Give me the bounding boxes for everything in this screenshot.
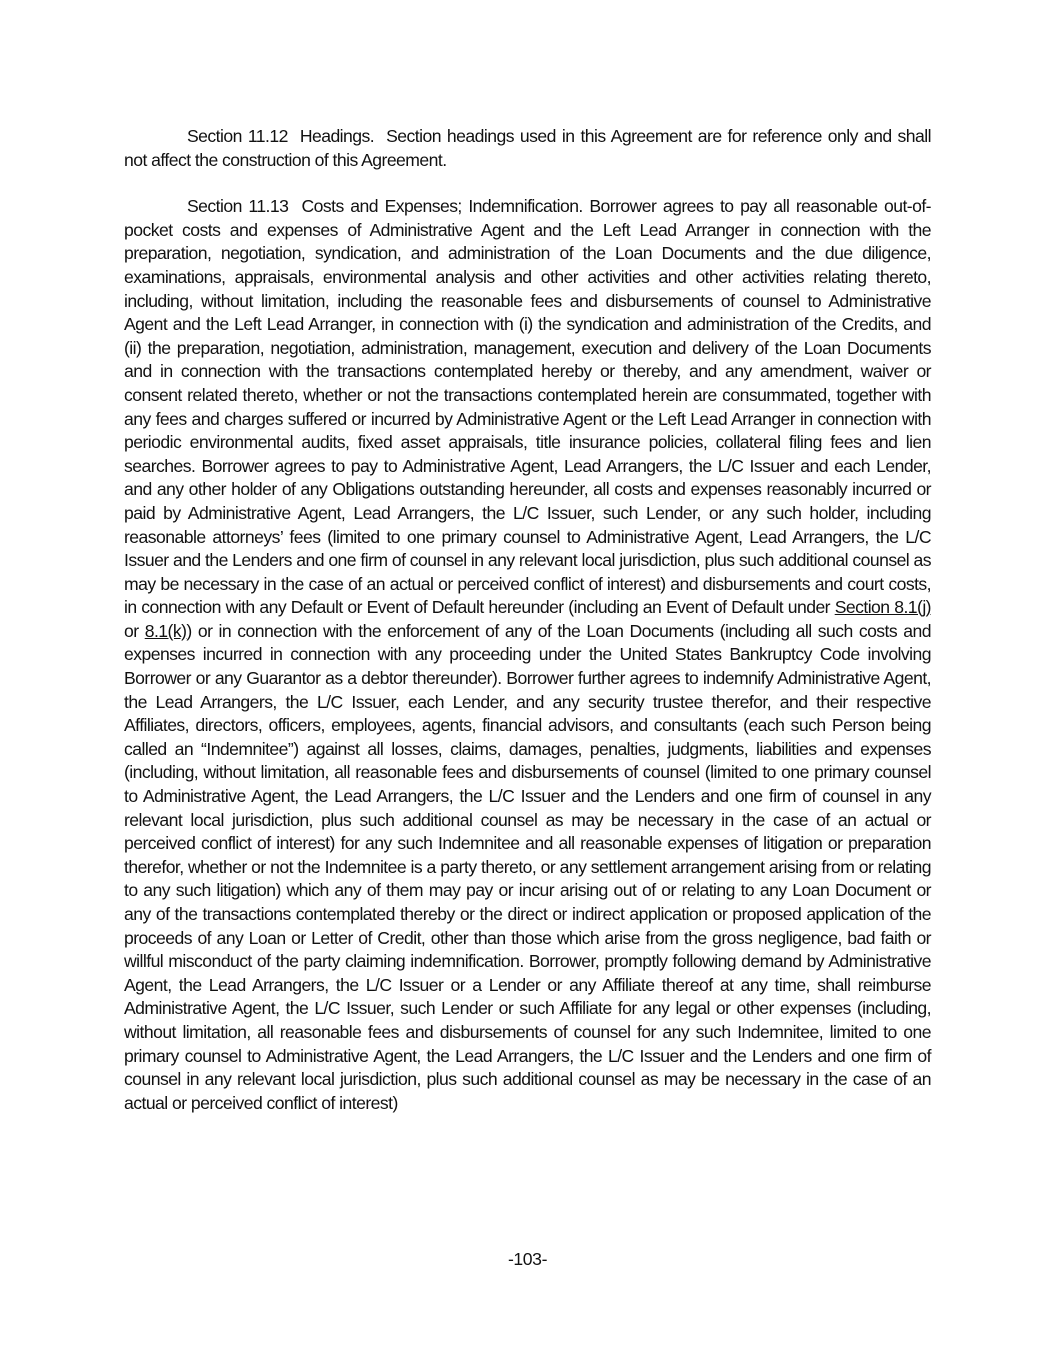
section-11-12-number: Section 11.12 [187, 126, 288, 146]
section-11-12-body: Section headings used in this Agreement are for reference only and shall not affect the construction of this Agreement. [124, 126, 931, 170]
document-page [124, 125, 931, 1115]
section-8-1-j-reference: Section 8.1(j) [834, 597, 931, 618]
section-11-13-body-part2: ) or in connection with the enforcement of any of the Loan Documents (including all such costs and expenses incurred in connection with any proceeding under the United States Bankruptcy Code involving Borrower or any Guarantor as a debtor thereunder). Borrower further agrees to indemnify Administrative Agent, the Lead Arrangers, the L/C Issuer, each Lender, and any security trustee therefor, and their respective Affiliates, directors, officers, employees, agents, financial advisors, and consultants (each such Person being called an “Indemnitee”) against all losses, claims, damages, penalties, judgments, liabilities and expenses (including, without limitation, all reasonable fees and disbursements of counsel (limited to one primary counsel to Administrative Agent, the Lead Arrangers, the L/C Issuer and the Lenders and one firm of counsel in any relevant local jurisdiction, plus such additional counsel as may be necessary in the case of an actual or perceived conflict of interest) for any such Indemnitee and all reasonable expenses of litigation or preparation therefor, whether or not the Indemnitee is a party thereto, or any settlement arrangement arising from or relating to any such litigation) which any of them may pay or incur arising out of or relating to any Loan Document or any of the transactions contemplated thereby or the direct or indirect application or proposed application of the proceeds of any Loan or Letter of Credit, other than those which arise from the gross negligence, bad faith or willful misconduct of the party claiming indemnification. Borrower, promptly following demand by Administrative Agent, the Lead Arrangers, the L/C Issuer or a Lender or any Affiliate thereof at any time, shall reimburse Administrative Agent, the L/C Issuer, such Lender or such Affiliate for any legal or other expenses (including, without limitation, all reasonable fees and disbursements of counsel for any such Indemnitee, limited to one primary counsel to Administrative Agent, the Lead Arrangers, the L/C Issuer and the Lenders and one firm of counsel in any relevant local jurisdiction, plus such additional counsel as may be necessary in the case of an actual or perceived conflict of interest) [124, 620, 931, 1113]
page-number: -103- [507, 1249, 548, 1269]
section-11-13-body-part1: Borrower agrees to pay all reasonable out-of-pocket costs and expenses of Administrative Agent and the Left Lead Arranger in connection with the preparation, negotiation, syndication, and administration of the Loan Documents and the due diligence, examinations, appraisals, environmental analysis and other activities and other activities relating thereto, including, without limitation, including the reasonable fees and disbursements of counsel to Administrative Agent and the Left Lead Arranger, in connection with (i) the syndication and administration of the Credits, and (ii) the preparation, negotiation, administration, management, execution and delivery of the Loan Documents and in connection with the transactions contemplated hereby or thereby, and any amendment, waiver or consent related thereto, whether or not the transactions contemplated herein are consummated, together with any fees and charges suffered or incurred by Administrative Agent or the Left Lead Arranger in connection with periodic environmental audits, fixed asset appraisals, title insurance policies, collateral filing fees and lien searches. Borrower agrees to pay to Administrative Agent, Lead Arrangers, the L/C Issuer and each Lender, and any other holder of any Obligations outstanding hereunder, all costs and expenses reasonably incurred or paid by Administrative Agent, Lead Arrangers, the L/C Issuer, such Lender, or any such holder, including reasonable attorneys’ fees (limited to one primary counsel to Administrative Agent, Lead Arrangers, the L/C Issuer and the Lenders and one firm of counsel in any relevant local jurisdiction, plus such additional counsel as may be necessary in the case of an actual or perceived conflict of interest) and disbursements and court costs, in connection with any Default or Event of Default hereunder (including an Event of Default under [124, 196, 931, 618]
section-11-13-title: Costs and Expenses; Indemnification. [301, 196, 583, 217]
reference-connector: or [124, 620, 145, 641]
section-11-13-paragraph [124, 195, 931, 1115]
section-11-12-title: Headings. [299, 126, 375, 146]
section-11-12-paragraph [124, 125, 931, 172]
section-8-1-k-reference: 8.1(k) [144, 620, 187, 641]
section-11-13-number: Section 11.13 [187, 196, 289, 217]
